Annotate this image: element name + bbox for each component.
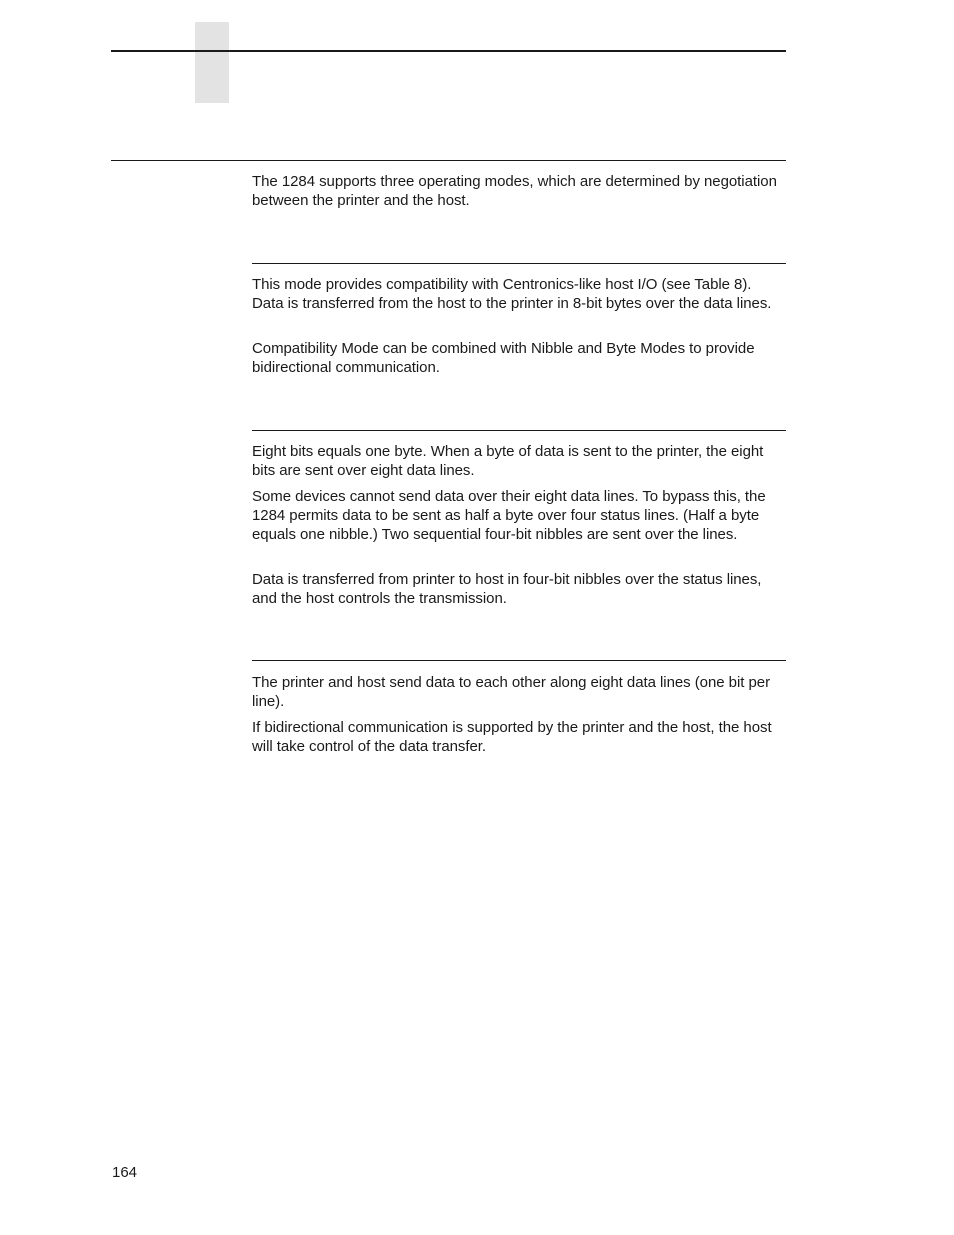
byte-paragraph-1: The printer and host send data to each other along eight data lines (one bit per line). [252,674,771,710]
chapter-tab [195,22,229,103]
nibble-paragraph-2: Some devices cannot send data over their eight data lines. To bypass this, the 1284 permits data to be sent as half a byte over four status lines. (Half a byte equals one nibble.) Two sequential four-bit nibbles are sent over the lines. [252,488,766,543]
section-rule [111,160,786,161]
header-rule [111,50,786,52]
nibble-paragraph-3: Data is transferred from printer to host in four-bit nibbles over the status lines, and the host controls the transmission. [252,571,762,607]
byte-rule [252,660,786,661]
compatibility-rule [252,263,786,264]
intro-paragraph: The 1284 supports three operating modes, which are determined by negotiation between the printer and the host. [252,173,777,209]
compatibility-paragraph-2: Compatibility Mode can be combined with Nibble and Byte Modes to provide bidirectional communication. [252,340,755,376]
page-number: 164 [112,1164,138,1181]
byte-paragraph-2: If bidirectional communication is supported by the printer and the host, the host will take control of the data transfer. [252,719,772,755]
nibble-paragraph-1: Eight bits equals one byte. When a byte of data is sent to the printer, the eight bits are sent over eight data lines. [252,443,764,479]
nibble-rule [252,430,786,431]
compatibility-paragraph-1: This mode provides compatibility with Centronics-like host I/O (see Table 8). Data is transferred from the host to the printer in 8-bit bytes over the data lines. [252,276,772,312]
